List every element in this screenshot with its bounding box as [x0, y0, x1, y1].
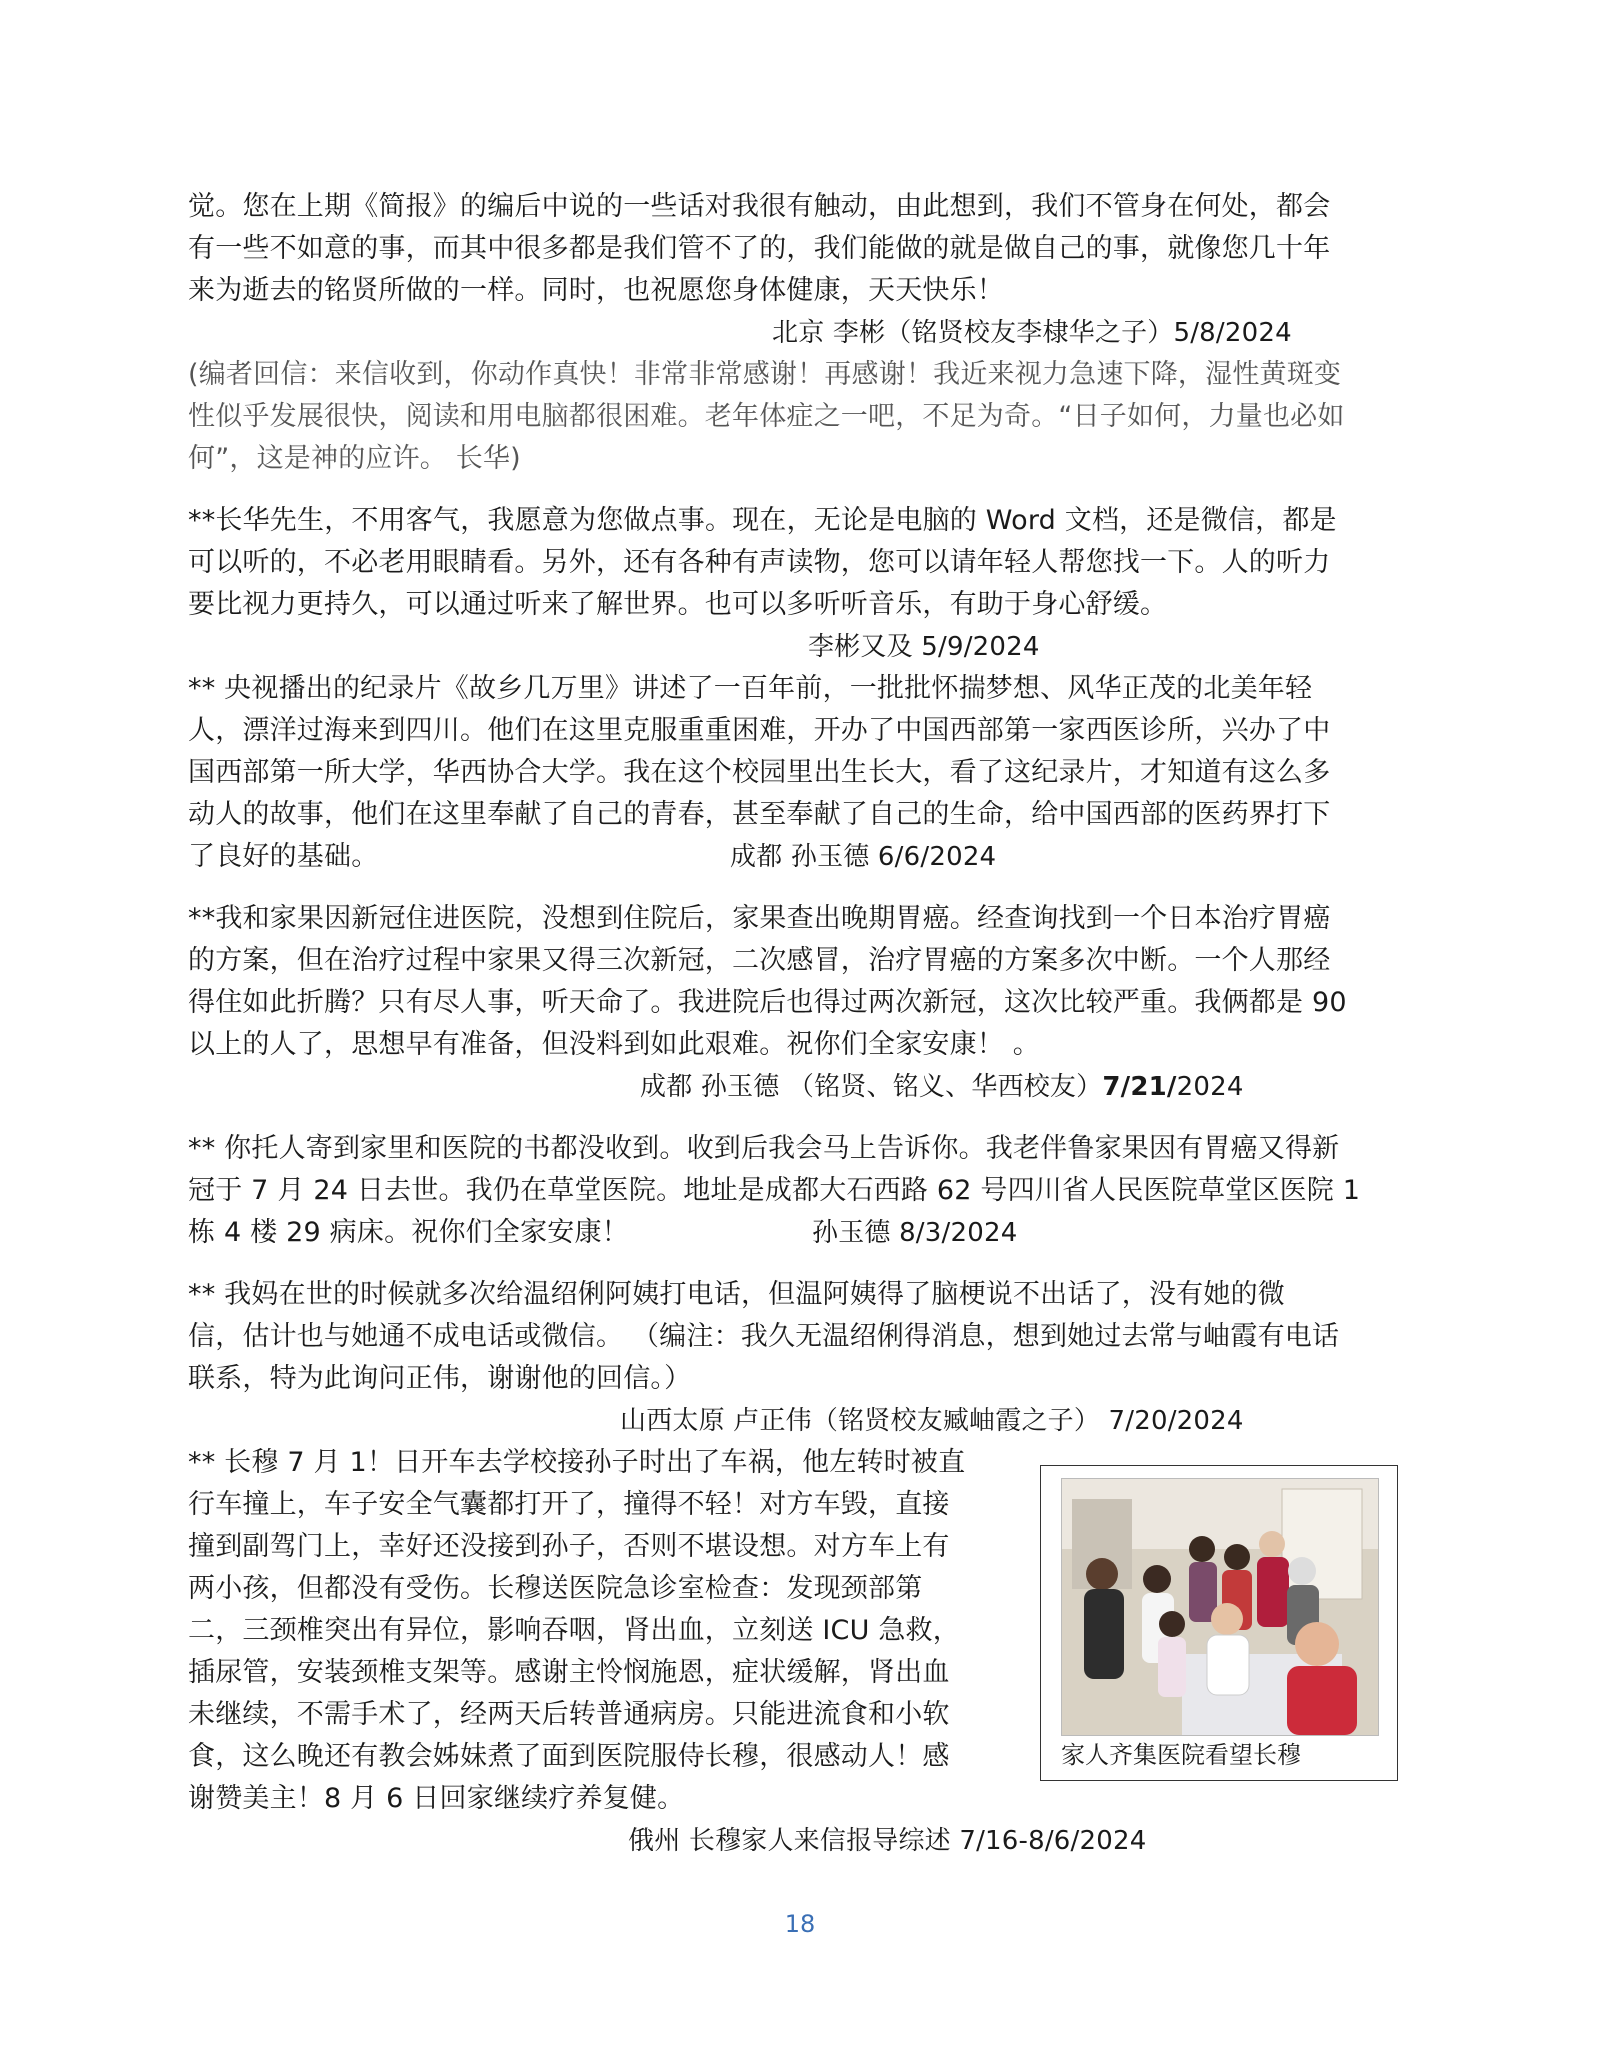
photo-caption: 家人齐集医院看望长穆 — [1061, 1741, 1301, 1769]
letter-1-line-3: 来为逝去的铭贤所做的一样。同时，也祝愿您身体健康，天天快乐！ — [188, 275, 1004, 306]
letter-6-line-1: ** 我妈在世的时候就多次给温绍俐阿姨打电话，但温阿姨得了脑梗说不出话了，没有她的微 — [188, 1279, 1285, 1310]
editor-reply-line-1: (编者回信：来信收到，你动作真快！非常非常感谢！再感谢！我近来视力急速下降，湿性黄斑变 — [188, 359, 1342, 390]
letter-5-signature: 孙玉德 8/3/2024 — [812, 1218, 1018, 1248]
photo-frame — [1040, 1465, 1398, 1781]
letter-7-line-5: 二，三颈椎突出有异位，影响吞咽，肾出血，立刻送 ICU 急救， — [188, 1615, 960, 1646]
letter-2-signature: 李彬又及 5/9/2024 — [808, 632, 1040, 662]
letter-6-line-2: 信，估计也与她通不成电话或微信。 （编注：我久无温绍俐得消息，想到她过去常与岫霞有电话 — [188, 1321, 1340, 1352]
letter-3-line-5: 了良好的基础。 — [188, 841, 379, 872]
letter-7-line-9: 谢赞美主！8 月 6 日回家继续疗养复健。 — [188, 1783, 685, 1814]
letter-4-line-4: 以上的人了，思想早有准备，但没料到如此艰难。祝你们全家安康！ 。 — [188, 1029, 1040, 1060]
letter-1-line-2: 有一些不如意的事，而其中很多都是我们管不了的，我们能做的就是做自己的事，就像您几十年 — [188, 233, 1331, 264]
signature-year: 2024 — [1176, 1072, 1244, 1102]
letter-7-line-7: 未继续，不需手术了，经两天后转普通病房。只能进流食和小软 — [188, 1699, 950, 1730]
family-hospital-photo — [1061, 1478, 1379, 1736]
letter-3-signature: 成都 孙玉德 6/6/2024 — [730, 842, 997, 872]
signature-text: 成都 孙玉德 （铭贤、铭义、华西校友） — [640, 1072, 1103, 1102]
letter-6-signature: 山西太原 卢正伟（铭贤校友臧岫霞之子） 7/20/2024 — [620, 1406, 1244, 1436]
signature-date-bold: 7/21/ — [1102, 1072, 1177, 1102]
letter-4-line-2: 的方案，但在治疗过程中家果又得三次新冠，二次感冒，治疗胃癌的方案多次中断。一个人那经 — [188, 945, 1331, 976]
letter-4-line-1: **我和家果因新冠住进医院，没想到住院后，家果查出晚期胃癌。经查询找到一个日本治疗胃癌 — [188, 903, 1331, 934]
letter-2-line-3: 要比视力更持久，可以通过听来了解世界。也可以多听听音乐，有助于身心舒缓。 — [188, 589, 1168, 620]
editor-reply-line-2: 性似乎发展很快，阅读和用电脑都很困难。老年体症之一吧，不足为奇。“日子如何，力量也必如 — [188, 401, 1345, 432]
letter-7-line-4: 两小孩，但都没有受伤。长穆送医院急诊室检查：发现颈部第 — [188, 1573, 923, 1604]
letter-3-line-1: ** 央视播出的纪录片《故乡几万里》讲述了一百年前，一批批怀揣梦想、风华正茂的北美年轻 — [188, 673, 1313, 704]
letter-2-line-2: 可以听的，不必老用眼睛看。另外，还有各种有声读物，您可以请年轻人帮您找一下。人的听力 — [188, 547, 1331, 578]
letter-7-line-3: 撞到副驾门上，幸好还没接到孙子，否则不堪设想。对方车上有 — [188, 1531, 950, 1562]
letter-2-line-1: **长华先生，不用客气，我愿意为您做点事。现在，无论是电脑的 Word 文档，还是微信，都是 — [188, 505, 1337, 536]
letter-4-line-3: 得住如此折腾？只有尽人事，听天命了。我进院后也得过两次新冠，这次比较严重。我俩都是 90 — [188, 987, 1347, 1018]
letter-3-line-3: 国西部第一所大学，华西协合大学。我在这个校园里出生长大，看了这纪录片，才知道有这么多 — [188, 757, 1331, 788]
editor-reply-line-3: 何”，这是神的应许。 长华) — [188, 443, 521, 474]
letter-7-line-1: ** 长穆 7 月 1！日开车去学校接孙子时出了车祸，他左转时被直 — [188, 1447, 966, 1478]
page-number: 18 — [784, 1910, 816, 1938]
letter-7-line-6: 插尿管，安装颈椎支架等。感谢主怜悯施恩，症状缓解，肾出血 — [188, 1657, 950, 1688]
letter-3-line-4: 动人的故事，他们在这里奉献了自己的青春，甚至奉献了自己的生命，给中国西部的医药界打下 — [188, 799, 1331, 830]
letter-3-line-2: 人，漂洋过海来到四川。他们在这里克服重重困难，开办了中国西部第一家西医诊所，兴办了中 — [188, 715, 1331, 746]
letter-5-line-2: 冠于 7 月 24 日去世。我仍在草堂医院。地址是成都大石西路 62 号四川省人民医院草堂区医院 1 — [188, 1175, 1361, 1206]
letter-4-signature — [640, 1066, 1600, 1108]
letter-5-line-1: ** 你托人寄到家里和医院的书都没收到。收到后我会马上告诉你。我老伴鲁家果因有胃癌又得新 — [188, 1133, 1340, 1164]
letter-1-line-1: 觉。您在上期《简报》的编后中说的一些话对我很有触动，由此想到，我们不管身在何处，都会 — [188, 191, 1331, 222]
letter-1-signature: 北京 李彬（铭贤校友李棣华之子）5/8/2024 — [772, 318, 1292, 348]
letter-7-line-8: 食，这么晚还有教会姊妹煮了面到医院服侍长穆，很感动人！感 — [188, 1741, 950, 1772]
family-photo-illustration — [1062, 1479, 1378, 1735]
letter-7-line-2: 行车撞上，车子安全气囊都打开了，撞得不轻！对方车毁，直接 — [188, 1489, 950, 1520]
letter-5-line-3: 栋 4 楼 29 病床。祝你们全家安康！ — [188, 1217, 629, 1248]
letter-6-line-3: 联系，特为此询问正伟，谢谢他的回信。） — [188, 1363, 692, 1394]
letter-7-signature: 俄州 长穆家人来信报导综述 7/16-8/6/2024 — [628, 1826, 1147, 1856]
